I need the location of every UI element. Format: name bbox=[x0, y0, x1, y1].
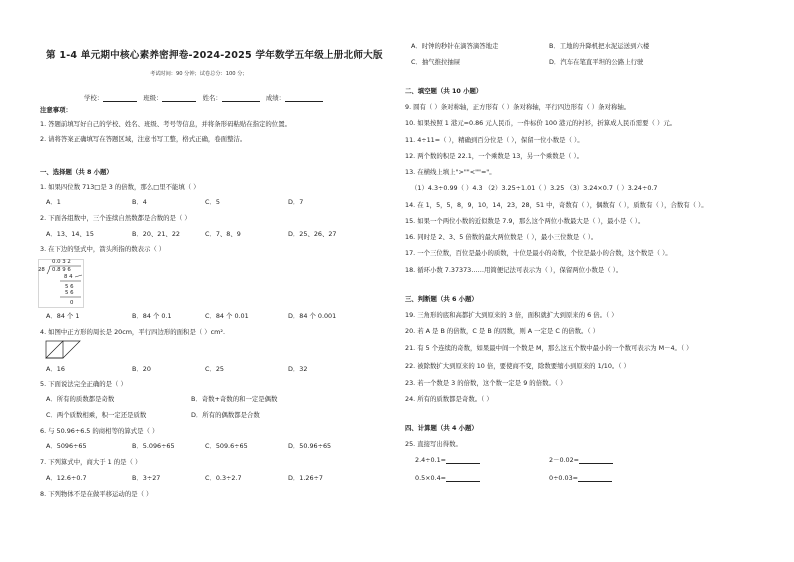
q3-option-b[interactable]: B．84 个 0.1 bbox=[132, 312, 172, 320]
name-label: 姓名： bbox=[202, 94, 222, 102]
section1-heading: 一、选择题（共 8 小题） bbox=[40, 168, 113, 176]
q2-option-a[interactable]: A．13、14、15 bbox=[46, 230, 94, 238]
q5-option-c[interactable]: C．两个质数相乘，积一定还是质数 bbox=[46, 411, 147, 419]
division-row: 5 6 bbox=[65, 284, 74, 290]
q10-text: 10. 如果按照 1 港元=0.86 元人民币，一件标价 100 港元的衬衫，折算成人民币需要（ ）元。 bbox=[405, 119, 677, 127]
q17-text: 17. 一个三位数，百位是最小的质数，十位是最小的奇数，个位是最小的合数，这个数是（ ）。 bbox=[405, 249, 672, 257]
q16-text: 16. 同时是 2、3、5 倍数的最大两位数是（ ），最小三位数是（ ）。 bbox=[405, 233, 598, 241]
q4-option-d[interactable]: D．32 bbox=[288, 365, 308, 373]
q5-option-b[interactable]: B．奇数+奇数的和一定是偶数 bbox=[191, 395, 278, 403]
division-row: 5 6 bbox=[65, 290, 74, 296]
class-field[interactable] bbox=[162, 95, 196, 102]
right-column bbox=[397, 0, 794, 562]
arrow-icon bbox=[75, 275, 82, 277]
q8-option-a[interactable]: A．时钟的秒针在滴答滴答地走 bbox=[411, 42, 499, 50]
section3-heading: 三、判断题（共 6 小题） bbox=[405, 295, 478, 303]
calc-item bbox=[415, 474, 480, 482]
calc-expression: 2－0.02= bbox=[549, 456, 580, 464]
q4-stem: 4. 如图中正方形的周长是 20cm，平行四边形的面积是（ ）cm². bbox=[40, 328, 225, 336]
q1-option-a[interactable]: A．1 bbox=[46, 198, 61, 206]
division-divisor: 28 bbox=[38, 267, 45, 273]
q6-option-d[interactable]: D．50.96÷65 bbox=[288, 442, 332, 450]
q11-text: 11. 4÷11=（ ），精确到百分位是（ ），保留一位小数是（ ）。 bbox=[405, 136, 584, 144]
q8-option-b[interactable]: B．工地的升降机把水泥运送到六楼 bbox=[549, 42, 650, 50]
q6-option-c[interactable]: C．509.6÷65 bbox=[205, 442, 248, 450]
q5-stem: 5. 下面说法完全正确的是（ ） bbox=[40, 380, 127, 388]
notice-item-1: 1. 答题前填写好自己的学校、姓名、班级、考号等信息，并将条形码粘贴在指定的位置。 bbox=[40, 120, 291, 128]
q9-text: 9. 圆有（ ）条对称轴，正方形有（ ）条对称轴，平行四边形有（ ）条对称轴。 bbox=[405, 103, 631, 111]
answer-field[interactable] bbox=[446, 457, 480, 464]
answer-field[interactable] bbox=[446, 475, 480, 482]
calc-expression: 0÷0.03= bbox=[549, 474, 579, 482]
q1-option-c[interactable]: C．5 bbox=[205, 198, 220, 206]
q15-text: 15. 如果一个两位小数的近似数是 7.9，那么这个两位小数最大是（ ），最小是（ ）。 bbox=[405, 217, 645, 225]
calc-item bbox=[415, 456, 480, 464]
calc-expression: 0.5×0.4= bbox=[415, 474, 447, 482]
q1-stem: 1. 如果四位数 713□是 3 的倍数，那么□里不能填（ ） bbox=[40, 183, 200, 191]
q6-stem: 6. 与 50.96÷6.5 的商相等的算式是（ ） bbox=[40, 427, 159, 435]
name-field[interactable] bbox=[222, 95, 260, 102]
calc-expression: 2.4÷0.1= bbox=[415, 456, 447, 464]
page-title: 第 1-4 单元期中核心素养密押卷-2024-2025 学年数学五年级上册北师大版 bbox=[46, 50, 383, 61]
q6-option-b[interactable]: B．5.096÷65 bbox=[132, 442, 175, 450]
exam-info: 考试时间：90 分钟；试卷总分：100 分； bbox=[150, 71, 248, 77]
q23-text: 23. 若一个数是 3 的倍数，这个数一定是 9 的倍数。（ ） bbox=[405, 379, 567, 387]
score-label: 成绩： bbox=[265, 94, 286, 102]
q22-text: 22. 被除数扩大到原来的 10 倍，要使商不变，除数要缩小到原来的 1/10。（ ） bbox=[405, 362, 630, 370]
q2-option-c[interactable]: C．7、8、9 bbox=[205, 230, 241, 238]
q1-option-b[interactable]: B．4 bbox=[132, 198, 147, 206]
q2-option-b[interactable]: B．20、21、22 bbox=[132, 230, 180, 238]
q7-option-b[interactable]: B．3÷27 bbox=[132, 474, 161, 482]
q7-stem: 7. 下列算式中，商大于 1 的是（ ） bbox=[40, 458, 142, 466]
q3-option-c[interactable]: C．84 个 0.01 bbox=[205, 312, 249, 320]
q12-text: 12. 两个数的积是 22.1，一个乘数是 13，另一个乘数是（ ）。 bbox=[405, 152, 584, 160]
student-fields bbox=[84, 94, 323, 102]
score-field[interactable] bbox=[285, 95, 323, 102]
q4-option-b[interactable]: B．20 bbox=[132, 365, 151, 373]
notice-heading: 注意事项： bbox=[40, 106, 72, 114]
notice-item-2: 2. 请将答案正确填写在答题区域，注意书写工整，格式正确，卷面整洁。 bbox=[40, 135, 247, 143]
answer-field[interactable] bbox=[578, 475, 612, 482]
school-field[interactable] bbox=[103, 95, 137, 102]
q3-option-a[interactable]: A．84 个 1 bbox=[46, 312, 80, 320]
division-row: 0 bbox=[70, 300, 74, 306]
q20-text: 20. 若 A 是 B 的倍数，C 是 B 的因数，则 A 一定是 C 的倍数。（ ） bbox=[405, 327, 600, 335]
q2-option-d[interactable]: D．25、26、27 bbox=[288, 230, 337, 238]
q4-option-c[interactable]: C．25 bbox=[205, 365, 224, 373]
class-label: 班级： bbox=[143, 94, 163, 102]
q6-option-a[interactable]: A．5096÷65 bbox=[46, 442, 87, 450]
q7-option-c[interactable]: C．0.3÷2.7 bbox=[205, 474, 242, 482]
q7-option-a[interactable]: A．12.6÷0.7 bbox=[46, 474, 87, 482]
q3-option-d[interactable]: D．84 个 0.001 bbox=[288, 312, 337, 320]
q25-text: 25. 直接写出得数。 bbox=[405, 440, 462, 448]
section2-heading: 二、填空题（共 10 小题） bbox=[405, 87, 483, 95]
division-quotient: 0.0 3 2 bbox=[52, 259, 71, 265]
q19-text: 19. 三角形的底和高都扩大到原来的 3 倍，面积就扩大到原来的 6 倍。（ ） bbox=[405, 311, 618, 319]
division-bracket-lines bbox=[38, 259, 84, 308]
q2-stem: 2. 下面各组数中，三个连续自然数都是合数的是（ ） bbox=[40, 214, 191, 222]
division-dividend: 0.8 9 6 bbox=[52, 267, 71, 273]
q13-text: 13. 在横线上填上">""<""="。 bbox=[405, 168, 496, 176]
q7-option-d[interactable]: D．1.26÷7 bbox=[288, 474, 323, 482]
calc-item bbox=[549, 456, 613, 464]
calc-item bbox=[549, 474, 612, 482]
long-division-figure bbox=[38, 259, 84, 308]
section4-heading: 四、计算题（共 4 小题） bbox=[405, 424, 478, 432]
q21-text: 21. 有 5 个连续的奇数，如果最中间一个数是 M，那么这五个数中最小的一个数可表示为 M－4。（ ） bbox=[405, 344, 693, 352]
q24-text: 24. 所有的质数都是奇数。（ ） bbox=[405, 395, 493, 403]
square-parallelogram-figure bbox=[44, 340, 82, 360]
q18-text: 18. 循环小数 7.37373……用简便记法可表示为（ ），保留两位小数是（ ）。 bbox=[405, 266, 623, 274]
answer-field[interactable] bbox=[579, 457, 613, 464]
school-label: 学校： bbox=[84, 94, 104, 102]
q4-option-a[interactable]: A．16 bbox=[46, 365, 65, 373]
q14-text: 14. 在 1，5，5，8，9，10，14，23，28，51 中，奇数有（ ），偶数有（ ），质数有（ ），合数有（ ）。 bbox=[405, 201, 708, 209]
division-row: 8 4 bbox=[64, 274, 73, 280]
q8-option-d[interactable]: D．汽车在笔直平坦的公路上行驶 bbox=[549, 58, 644, 66]
q13-subitems: （1）4.3÷0.99（ ）4.3 （2）3.25÷1.01（ ）3.25 （3）3.24×0.7（ ）3.24÷0.7 bbox=[411, 184, 658, 192]
q5-option-a[interactable]: A．所有的质数都是奇数 bbox=[46, 395, 115, 403]
q8-stem: 8. 下列物体不是在做平移运动的是（ ） bbox=[40, 490, 153, 498]
q8-option-c[interactable]: C．抽气推拉抽屉 bbox=[411, 58, 461, 66]
q3-stem: 3. 在下边的竖式中，箭头所指的数表示（ ） bbox=[40, 245, 166, 253]
q1-option-d[interactable]: D．7 bbox=[288, 198, 304, 206]
q5-option-d[interactable]: D．所有的偶数都是合数 bbox=[191, 411, 260, 419]
